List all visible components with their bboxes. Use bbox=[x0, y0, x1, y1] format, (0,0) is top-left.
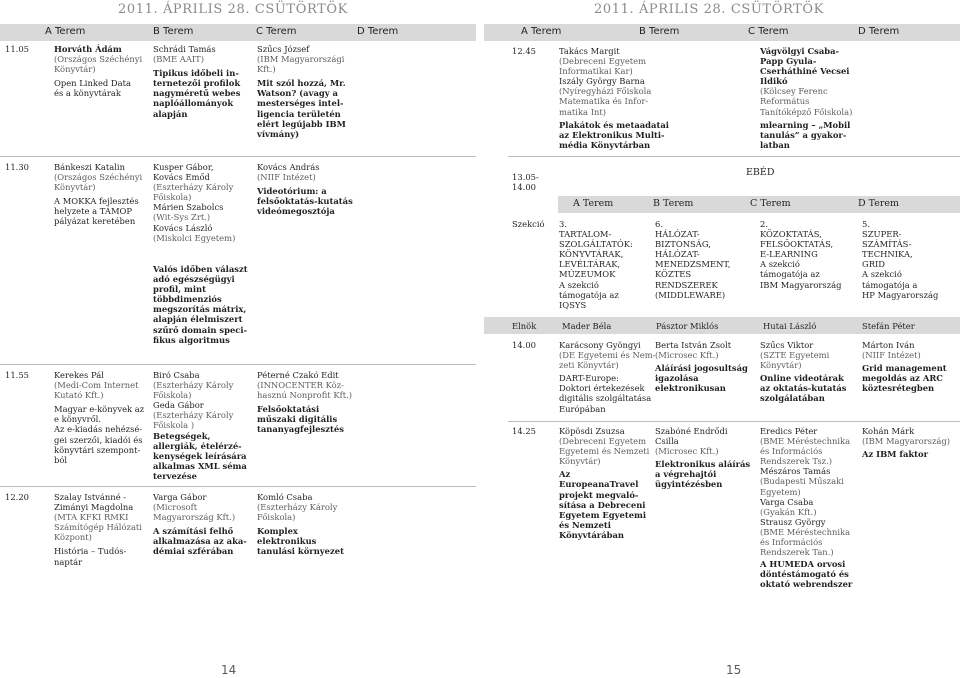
speaker: Varga Gábor bbox=[153, 492, 207, 502]
speaker: Eredics Péter bbox=[760, 426, 818, 436]
section-a bbox=[559, 219, 633, 310]
chair-a: Mader Béla bbox=[562, 321, 612, 331]
speaker: Zimányi Magdolna bbox=[54, 502, 134, 513]
section-title: BIZTONSÁG, bbox=[655, 239, 711, 250]
talk-title: A számítási felhő bbox=[153, 526, 234, 537]
speaker: Márien Szabolcs bbox=[153, 202, 224, 213]
talk-title: Európában bbox=[559, 403, 606, 414]
left-page bbox=[0, 0, 476, 678]
section-sponsor: HP Magyarország bbox=[862, 289, 939, 300]
talk-title: Komplex bbox=[257, 526, 298, 537]
session-c bbox=[257, 370, 352, 435]
talk-title: ternetezői profilok bbox=[153, 78, 241, 89]
session-b bbox=[655, 340, 748, 393]
section-sponsor: támogatója az bbox=[760, 269, 820, 280]
chair-d: Stefán Péter bbox=[862, 321, 915, 331]
talk-title: alkalmas XML séma bbox=[153, 460, 247, 471]
session-a bbox=[54, 162, 142, 227]
speaker: Takács Margit bbox=[559, 46, 620, 56]
talk-title: Az e-kiadás nehézsé- bbox=[54, 424, 143, 435]
speaker: Bánkeszi Katalin bbox=[54, 162, 125, 172]
affiliation: Egyetemi és Nemzeti bbox=[559, 446, 650, 457]
section-label: Szekció bbox=[512, 219, 545, 229]
session-b bbox=[153, 44, 240, 119]
session-c bbox=[760, 46, 852, 150]
affiliation: Rendszerek Tsz.) bbox=[760, 456, 832, 467]
header-room-c: C Terem bbox=[748, 26, 789, 37]
talk-title: Grid management bbox=[862, 363, 947, 374]
talk-title: Egyetem Egyetemi bbox=[559, 509, 647, 520]
speaker: Horváth Ádám bbox=[54, 44, 122, 54]
session-b-title bbox=[153, 264, 248, 345]
session-c bbox=[760, 340, 846, 404]
talk-title: és a könyvtárak bbox=[54, 88, 121, 99]
talk-title: Az IBM faktor bbox=[862, 449, 929, 460]
talk-title: elektronikus bbox=[257, 536, 317, 547]
section-title: SZUPER- bbox=[862, 229, 902, 240]
header-room-d: D Terem bbox=[357, 26, 399, 37]
affiliation: (IBM Magyarországi bbox=[257, 54, 345, 65]
speaker: Geda Gábor bbox=[153, 400, 204, 411]
talk-title: helyzete a TÁMOP bbox=[54, 206, 133, 217]
time-slot: 11.30 bbox=[5, 162, 29, 172]
header-room-b: B Terem bbox=[639, 26, 680, 37]
affiliation: (INNOCENTER Köz- bbox=[257, 380, 344, 391]
talk-title: oktató webrendszer bbox=[760, 579, 853, 590]
section-title: TECHNIKA, bbox=[862, 249, 913, 260]
talk-title: megoldás az ARC bbox=[862, 373, 943, 384]
speaker: Köpösdi Zsuzsa bbox=[559, 426, 625, 436]
affiliation: Informatikai Kar) bbox=[559, 66, 633, 77]
speaker: Schrádi Tamás bbox=[153, 44, 216, 54]
affiliation: (BME Méréstechnika bbox=[760, 526, 851, 537]
affiliation: (Debreceni Egyetem bbox=[559, 436, 647, 447]
speaker: Vágvölgyi Csaba- bbox=[760, 46, 840, 56]
room-header bbox=[0, 24, 476, 41]
section-title: SZÁMÍTÁS- bbox=[862, 239, 912, 250]
talk-title: História – Tudós- bbox=[54, 546, 127, 557]
time-slot: 11.55 bbox=[5, 370, 29, 380]
room-subheader bbox=[558, 196, 960, 213]
section-title: MENEDZSMENT, bbox=[655, 259, 731, 270]
talk-title: Magyar e-könyvek az bbox=[54, 404, 145, 415]
affiliation: és Információs bbox=[760, 446, 823, 457]
talk-title: naplóállományok bbox=[153, 98, 234, 109]
affiliation: (Debreceni Egyetem bbox=[559, 56, 647, 67]
section-title: KÖZOKTATÁS, bbox=[760, 229, 822, 240]
affiliation: Könyvtár) bbox=[54, 182, 96, 193]
lunch-time bbox=[512, 172, 539, 192]
talk-title: Az bbox=[559, 469, 571, 480]
talk-title: fikus algoritmus bbox=[153, 334, 230, 345]
talk-title: pályázat keretében bbox=[54, 216, 136, 227]
session-c bbox=[257, 44, 346, 139]
chairs-label: Elnök bbox=[512, 321, 537, 331]
session-a bbox=[54, 370, 144, 465]
section-title: TARTALOM- bbox=[559, 229, 612, 240]
section-sponsor: IQSYS bbox=[559, 299, 587, 310]
affiliation: (Országos Széchényi bbox=[54, 172, 143, 183]
row-divider bbox=[508, 156, 960, 157]
affiliation: és Információs bbox=[760, 537, 823, 548]
speaker: Strausz György bbox=[760, 516, 826, 527]
affiliation: (Eszterházy Károly bbox=[153, 410, 234, 421]
right-page bbox=[484, 0, 960, 678]
speaker: Péterné Czakó Edit bbox=[257, 370, 339, 380]
session-b bbox=[655, 426, 750, 490]
affiliation: (Medi-Com Internet bbox=[54, 380, 139, 391]
session-a bbox=[559, 426, 649, 540]
speaker: Szűcs József bbox=[257, 44, 310, 54]
talk-title: tanulási környezet bbox=[257, 546, 344, 557]
affiliation: Magyarország Kft.) bbox=[153, 512, 236, 523]
talk-title: szolgálatában bbox=[760, 393, 825, 404]
talk-title: alkalmazása az aka- bbox=[153, 536, 247, 547]
section-number: 3. bbox=[559, 219, 567, 229]
talk-title: naptár bbox=[54, 556, 83, 567]
row-divider bbox=[0, 156, 476, 157]
talk-title: gei szerzői, kiadói és bbox=[54, 434, 143, 445]
lunch-time-end: 14.00 bbox=[512, 182, 536, 193]
affiliation: Könyvtár) bbox=[760, 360, 802, 371]
row-divider bbox=[0, 364, 476, 365]
talk-title: Betegségek, bbox=[153, 430, 211, 441]
header-room-c: C Terem bbox=[256, 26, 297, 37]
talk-title: nagyméretű webes bbox=[153, 88, 241, 99]
section-title: FELSŐOKTATÁS, bbox=[760, 239, 834, 250]
affiliation: (NIIF Intézet) bbox=[862, 350, 921, 361]
talk-title: DART-Europe: bbox=[559, 373, 619, 384]
lunch-time-start: 13.05- bbox=[512, 172, 539, 182]
subheader-room-a: A Terem bbox=[573, 198, 614, 209]
affiliation: (SZTE Egyetemi bbox=[760, 350, 830, 361]
session-b bbox=[153, 370, 247, 481]
speaker: Csilla bbox=[655, 436, 679, 447]
section-title: RENDSZEREK bbox=[655, 279, 718, 290]
speaker: Kovács Emőd bbox=[153, 172, 210, 183]
speaker: Szabóné Endrődi bbox=[655, 426, 728, 436]
session-c bbox=[257, 162, 353, 216]
page-date: 2011. ÁPRILIS 28. CSÜTÖRTÖK bbox=[594, 2, 824, 17]
talk-title: A HUMEDA orvosi bbox=[760, 559, 846, 570]
section-title: KÖZTES bbox=[655, 269, 692, 280]
talk-title: ligencia területén bbox=[257, 108, 341, 119]
affiliation: Matematika és Infor- bbox=[559, 96, 649, 107]
talk-title: alapján bbox=[153, 108, 188, 119]
talk-title: könyvtári szempont- bbox=[54, 444, 141, 455]
talk-title: vívmány) bbox=[257, 128, 300, 139]
section-number: 2. bbox=[760, 219, 768, 229]
section-sponsor: támogatója a bbox=[862, 279, 918, 290]
time-slot: 12.20 bbox=[5, 492, 29, 502]
talk-title: allergiák, ételérzé- bbox=[153, 440, 242, 451]
affiliation: Tanítóképző Főiskola) bbox=[760, 106, 853, 117]
talk-title: Elektronikus aláírás bbox=[655, 459, 751, 470]
session-a bbox=[559, 340, 656, 414]
subheader-room-b: B Terem bbox=[653, 198, 694, 209]
affiliation: (Microsec Kft.) bbox=[655, 446, 719, 457]
speaker: Ildikó bbox=[760, 76, 788, 87]
speaker: Kusper Gábor, bbox=[153, 162, 214, 172]
affiliation: matika Int) bbox=[559, 106, 607, 117]
talk-title: elért legújabb IBM bbox=[257, 118, 346, 129]
affiliation: (Microsoft bbox=[153, 502, 198, 513]
talk-title: az oktatás-kutatás bbox=[760, 383, 847, 394]
talk-title: műszaki digitális bbox=[257, 414, 338, 425]
affiliation: (DE Egyetemi és Nem- bbox=[559, 350, 656, 361]
talk-title: sítása a Debreceni bbox=[559, 499, 646, 510]
affiliation: Számítógép Hálózati bbox=[54, 522, 142, 533]
section-sponsor: A szekció bbox=[559, 279, 599, 290]
section-number: 6. bbox=[655, 219, 663, 229]
affiliation: (BME Méréstechnika bbox=[760, 436, 851, 447]
header-room-b: B Terem bbox=[153, 26, 194, 37]
affiliation: zeti Könyvtár) bbox=[559, 360, 619, 371]
affiliation: (IBM Magyarország) bbox=[862, 436, 951, 447]
affiliation: (Miskolci Egyetem) bbox=[153, 232, 236, 243]
session-c bbox=[760, 426, 852, 590]
talk-title: Könyvtárában bbox=[559, 529, 625, 540]
time-slot: 14.00 bbox=[512, 340, 536, 350]
talk-title: a végrehajtói bbox=[655, 469, 717, 480]
section-title: HÁLÓZAT- bbox=[655, 229, 700, 240]
talk-title: Aláírási jogosultság bbox=[655, 363, 748, 374]
talk-title: megszorítás mátrix, bbox=[153, 304, 247, 315]
talk-title: elektronikusan bbox=[655, 383, 726, 394]
talk-title: döntéstámogató és bbox=[760, 569, 849, 580]
page-number: 14 bbox=[221, 663, 237, 677]
affiliation: (Országos Széchényi bbox=[54, 54, 143, 65]
speaker: Varga Csaba bbox=[760, 496, 814, 507]
speaker: Komló Csaba bbox=[257, 492, 313, 502]
speaker: Berta István Zsolt bbox=[655, 340, 732, 350]
speaker: Biró Csaba bbox=[153, 370, 200, 380]
talk-title: felsőoktatás-kutatás bbox=[257, 196, 353, 207]
talk-title: köztesrétegben bbox=[862, 383, 935, 394]
section-title: LEVÉLTÁRAK, bbox=[559, 259, 621, 270]
talk-title: EuropeanaTravel bbox=[559, 479, 639, 490]
affiliation: (Kölcsey Ferenc bbox=[760, 86, 828, 97]
talk-title: adó egészségügyi bbox=[153, 274, 235, 285]
section-title: SZOLGÁLTATÓK: bbox=[559, 239, 633, 250]
speaker: Márton Iván bbox=[862, 340, 915, 350]
talk-title: Doktori értekezések bbox=[559, 383, 645, 394]
section-title: (MIDDLEWARE) bbox=[655, 289, 726, 300]
speaker: Kerekes Pál bbox=[54, 370, 104, 380]
section-sponsor: A szekció bbox=[760, 259, 800, 270]
header-room-d: D Terem bbox=[858, 26, 900, 37]
section-sponsor: A szekció bbox=[862, 269, 902, 280]
speaker: Papp Gyula- bbox=[760, 56, 817, 67]
session-a bbox=[54, 492, 142, 567]
speaker: Mészáros Tamás bbox=[760, 466, 831, 477]
talk-title: igazolása bbox=[655, 373, 699, 384]
talk-title: tanulás” a gyakor- bbox=[760, 129, 847, 140]
speaker: Kohán Márk bbox=[862, 426, 915, 436]
affiliation: (Wit-Sys Zrt.) bbox=[153, 212, 211, 223]
time-slot: 14.25 bbox=[512, 426, 536, 436]
section-title: GRID bbox=[862, 259, 886, 270]
affiliation: (Eszterházy Károly bbox=[153, 380, 234, 391]
subheader-room-d: D Terem bbox=[858, 198, 900, 209]
talk-title: Felsőoktatási bbox=[257, 404, 320, 415]
affiliation: (Microsec Kft.) bbox=[655, 350, 719, 361]
affiliation: Központ) bbox=[54, 532, 92, 543]
talk-title: és Nemzeti bbox=[559, 519, 611, 530]
session-b bbox=[153, 492, 247, 557]
talk-title: szűrő domain speci- bbox=[153, 324, 248, 335]
session-a bbox=[54, 44, 142, 98]
affiliation: (BME AAIT) bbox=[153, 54, 205, 65]
talk-title: Online videotárak bbox=[760, 373, 844, 384]
affiliation: hasznú Nonprofit Kft.) bbox=[257, 390, 352, 401]
affiliation: Főiskola) bbox=[257, 512, 296, 523]
affiliation: Református bbox=[760, 96, 810, 107]
talk-title: Mit szól hozzá, Mr. bbox=[257, 78, 346, 89]
affiliation: Egyetem) bbox=[760, 486, 801, 497]
section-c bbox=[760, 219, 841, 290]
chair-b: Pásztor Miklós bbox=[656, 321, 719, 331]
session-b bbox=[153, 162, 235, 243]
subheader-room-c: C Terem bbox=[750, 198, 791, 209]
chair-c: Hutai László bbox=[763, 321, 817, 331]
time-slot: 12.45 bbox=[512, 46, 536, 56]
affiliation: (NIIF Intézet) bbox=[257, 172, 316, 183]
talk-title: projekt megvaló- bbox=[559, 489, 639, 500]
talk-title: Tipikus időbeli in- bbox=[153, 68, 239, 79]
section-sponsor: IBM Magyarország bbox=[760, 279, 842, 290]
affiliation: Kft.) bbox=[257, 64, 276, 75]
session-a bbox=[559, 46, 669, 150]
talk-title: Watson? (avagy a bbox=[257, 88, 338, 99]
session-d bbox=[862, 340, 947, 393]
section-sponsor: támogatója az bbox=[559, 289, 619, 300]
talk-title: Open Linked Data bbox=[54, 78, 131, 89]
speaker: Kovács László bbox=[153, 222, 213, 233]
section-title: MÚZEUMOK bbox=[559, 269, 616, 280]
talk-title: Plakátok és metaadatai bbox=[559, 119, 669, 130]
page-number: 15 bbox=[726, 663, 742, 677]
speaker: Cserháthiné Vecsei bbox=[760, 66, 850, 77]
affiliation: (Eszterházy Károly bbox=[153, 182, 234, 193]
session-d bbox=[862, 426, 950, 459]
talk-title: Videotórium: a bbox=[257, 186, 327, 197]
talk-title: az Elektronikus Multi- bbox=[559, 129, 665, 140]
section-number: 5. bbox=[862, 219, 870, 229]
section-title: E-LEARNING bbox=[760, 249, 818, 260]
affiliation: Főiskola ) bbox=[153, 420, 195, 431]
talk-title: többdimenziós bbox=[153, 294, 222, 305]
talk-title: latban bbox=[760, 139, 790, 150]
talk-title: digitális szolgáltatása bbox=[559, 393, 652, 404]
affiliation: (Eszterházy Károly bbox=[257, 502, 338, 513]
talk-title: alapján élelmiszert bbox=[153, 314, 243, 325]
row-divider bbox=[508, 421, 960, 422]
lunch-label: EBÉD bbox=[746, 167, 775, 178]
speaker: Szűcs Viktor bbox=[760, 340, 814, 350]
speaker: Kovács András bbox=[257, 162, 320, 172]
talk-title: mesterséges intel- bbox=[257, 98, 344, 109]
time-slot: 11.05 bbox=[5, 44, 29, 54]
talk-title: démiai szférában bbox=[153, 546, 234, 557]
header-room-a: A Terem bbox=[521, 26, 562, 37]
affiliation: (Gyakán Kft.) bbox=[760, 506, 817, 517]
header-room-a: A Terem bbox=[45, 26, 86, 37]
section-title: KÖNYVTÁRAK, bbox=[559, 249, 624, 260]
talk-title: profil, mint bbox=[153, 284, 206, 295]
talk-title: mlearning – „Mobil bbox=[760, 119, 851, 130]
row-divider bbox=[0, 486, 476, 487]
talk-title: ügyintézésben bbox=[655, 479, 723, 490]
talk-title: tananyagfejlesztés bbox=[257, 424, 344, 435]
section-d bbox=[862, 219, 938, 300]
talk-title: kenységek leírására bbox=[153, 450, 247, 461]
speaker: Karácsony Gyöngyi bbox=[559, 340, 641, 350]
affiliation: (MTA KFKI RMKI bbox=[54, 512, 129, 523]
talk-title: e könyvről. bbox=[54, 414, 101, 425]
affiliation: (Budapesti Műszaki bbox=[760, 476, 844, 487]
talk-title: Valós időben választ bbox=[153, 264, 248, 274]
talk-title: A MOKKA fejlesztés bbox=[54, 196, 139, 207]
section-title: HÁLÓZAT- bbox=[655, 249, 700, 260]
affiliation: Kutató Kft.) bbox=[54, 390, 104, 401]
talk-title: média Könyvtárban bbox=[559, 139, 651, 150]
affiliation: Könyvtár) bbox=[54, 64, 96, 75]
session-c bbox=[257, 492, 344, 557]
page-date: 2011. ÁPRILIS 28. CSÜTÖRTÖK bbox=[118, 2, 348, 17]
affiliation: Könyvtár) bbox=[559, 456, 601, 467]
section-b bbox=[655, 219, 730, 300]
talk-title: ból bbox=[54, 454, 68, 465]
affiliation: (Nyíregyházi Főiskola bbox=[559, 86, 652, 97]
room-header bbox=[484, 24, 960, 41]
affiliation: Főiskola) bbox=[153, 390, 192, 401]
talk-title: tervezése bbox=[153, 470, 197, 481]
affiliation: Rendszerek Tan.) bbox=[760, 547, 834, 558]
affiliation: Főiskola) bbox=[153, 192, 192, 203]
talk-title: videómegosztója bbox=[257, 206, 335, 217]
speaker: Szalay Istvánné - bbox=[54, 492, 127, 502]
speaker: Iszály György Barna bbox=[559, 76, 645, 87]
